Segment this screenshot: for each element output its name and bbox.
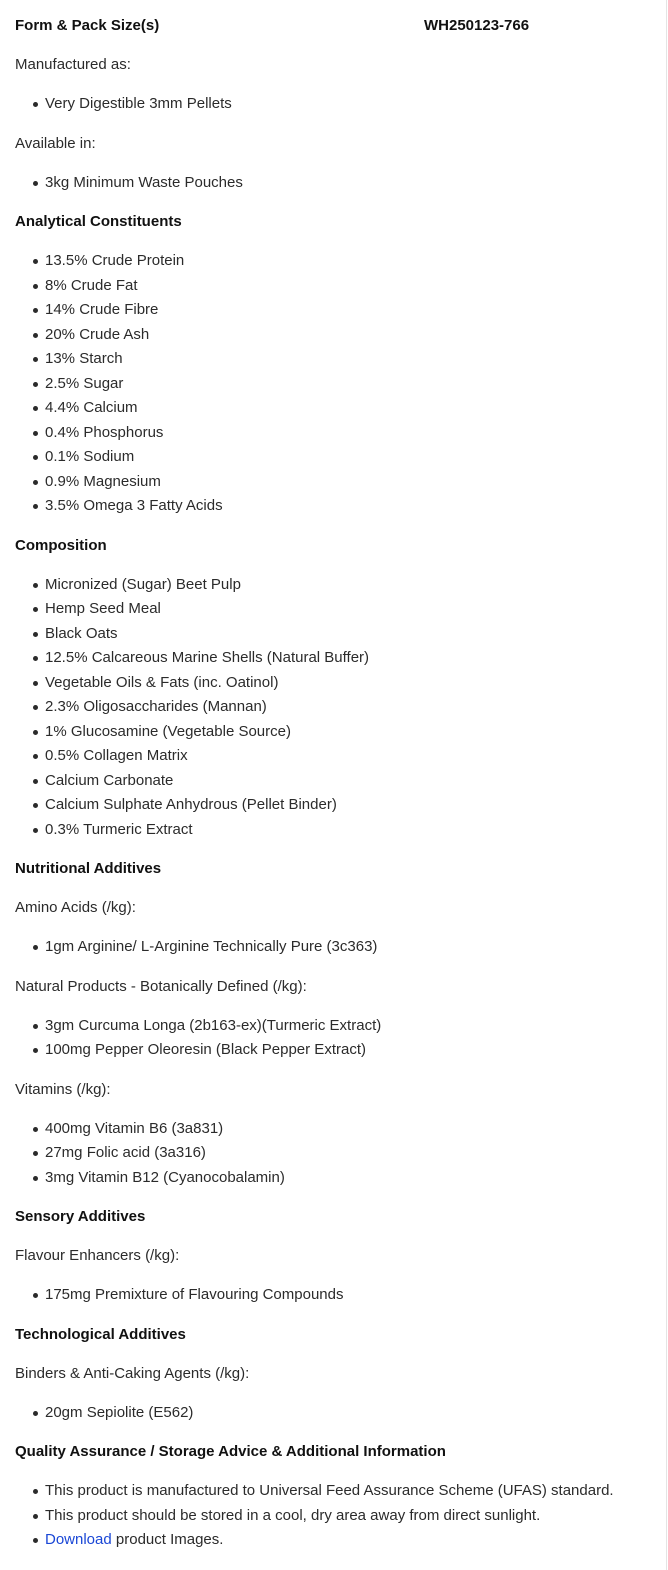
manufactured-list	[15, 92, 655, 117]
list-item: 27mg Folic acid (3a316)	[15, 1141, 655, 1166]
list-item: 2.3% Oligosaccharides (Mannan)	[15, 695, 655, 720]
natural-products-list	[15, 1014, 655, 1063]
list-item: 3gm Curcuma Longa (2b163-ex)(Turmeric Extract)	[15, 1014, 655, 1039]
list-item: Calcium Sulphate Anhydrous (Pellet Binder)	[15, 793, 655, 818]
analytical-heading: Analytical Constituents	[15, 213, 182, 230]
list-item: 8% Crude Fat	[15, 274, 655, 299]
list-item: 4.4% Calcium	[15, 396, 655, 421]
nutritional-heading: Nutritional Additives	[15, 860, 162, 877]
list-item: 2.5% Sugar	[15, 372, 655, 397]
quality-heading: Quality Assurance / Storage Advice & Additional Information	[15, 1443, 446, 1460]
list-item: 13.5% Crude Protein	[15, 249, 655, 274]
list-item: 12.5% Calcareous Marine Shells (Natural Buffer)	[15, 646, 655, 671]
product-specification	[15, 14, 655, 1568]
available-label: Available in:	[15, 134, 96, 152]
natural-products-label: Natural Products - Botanically Defined (/kg):	[15, 977, 307, 995]
list-item: 1gm Arginine/ L-Arginine Technically Pure (3c363)	[15, 935, 655, 960]
page-right-border	[666, 0, 667, 1570]
flavour-label: Flavour Enhancers (/kg):	[15, 1247, 180, 1264]
list-item: 400mg Vitamin B6 (3a831)	[15, 1117, 655, 1142]
quality-list	[15, 1479, 655, 1553]
amino-list	[15, 935, 655, 960]
list-item: 0.5% Collagen Matrix	[15, 744, 655, 769]
list-item: 0.9% Magnesium	[15, 470, 655, 495]
list-item: Hemp Seed Meal	[15, 597, 655, 622]
download-list-item	[15, 1528, 655, 1553]
list-item: 3mg Vitamin B12 (Cyanocobalamin)	[15, 1166, 655, 1191]
vitamins-list	[15, 1117, 655, 1191]
list-item: 175mg Premixture of Flavouring Compounds	[15, 1283, 655, 1308]
list-item: 3kg Minimum Waste Pouches	[15, 171, 655, 196]
list-item: 3.5% Omega 3 Fatty Acids	[15, 494, 655, 519]
list-item: 1% Glucosamine (Vegetable Source)	[15, 720, 655, 745]
form-pack-heading: Form & Pack Size(s)	[15, 17, 160, 34]
list-item: Black Oats	[15, 622, 655, 647]
list-item: Vegetable Oils & Fats (inc. Oatinol)	[15, 671, 655, 696]
product-code: WH250123-766	[424, 17, 530, 34]
amino-label: Amino Acids (/kg):	[15, 899, 136, 916]
list-item: This product is manufactured to Universal Feed Assurance Scheme (UFAS) standard.	[15, 1479, 655, 1504]
sensory-heading: Sensory Additives	[15, 1208, 146, 1225]
download-link[interactable]: Download	[45, 1531, 112, 1548]
download-trailing-text: product Images.	[111, 1531, 224, 1548]
analytical-list	[15, 249, 655, 519]
composition-list	[15, 573, 655, 843]
list-item: 14% Crude Fibre	[15, 298, 655, 323]
manufactured-label: Manufactured as:	[15, 56, 131, 73]
vitamins-label: Vitamins (/kg):	[15, 1080, 111, 1098]
composition-heading: Composition	[15, 536, 107, 554]
list-item: This product should be stored in a cool, dry area away from direct sunlight.	[15, 1504, 655, 1529]
list-item: 100mg Pepper Oleoresin (Black Pepper Extract)	[15, 1038, 655, 1063]
available-list	[15, 171, 655, 196]
list-item: 0.3% Turmeric Extract	[15, 818, 655, 843]
list-item: 0.4% Phosphorus	[15, 421, 655, 446]
list-item: 20% Crude Ash	[15, 323, 655, 348]
binders-label: Binders & Anti-Caking Agents (/kg):	[15, 1364, 250, 1382]
form-pack-header	[15, 14, 655, 38]
binders-list	[15, 1401, 655, 1426]
list-item: Calcium Carbonate	[15, 769, 655, 794]
technological-heading: Technological Additives	[15, 1325, 186, 1343]
list-item: 13% Starch	[15, 347, 655, 372]
list-item: Micronized (Sugar) Beet Pulp	[15, 573, 655, 598]
list-item: Very Digestible 3mm Pellets	[15, 92, 655, 117]
list-item: 20gm Sepiolite (E562)	[15, 1401, 655, 1426]
list-item: 0.1% Sodium	[15, 445, 655, 470]
flavour-list	[15, 1283, 655, 1308]
